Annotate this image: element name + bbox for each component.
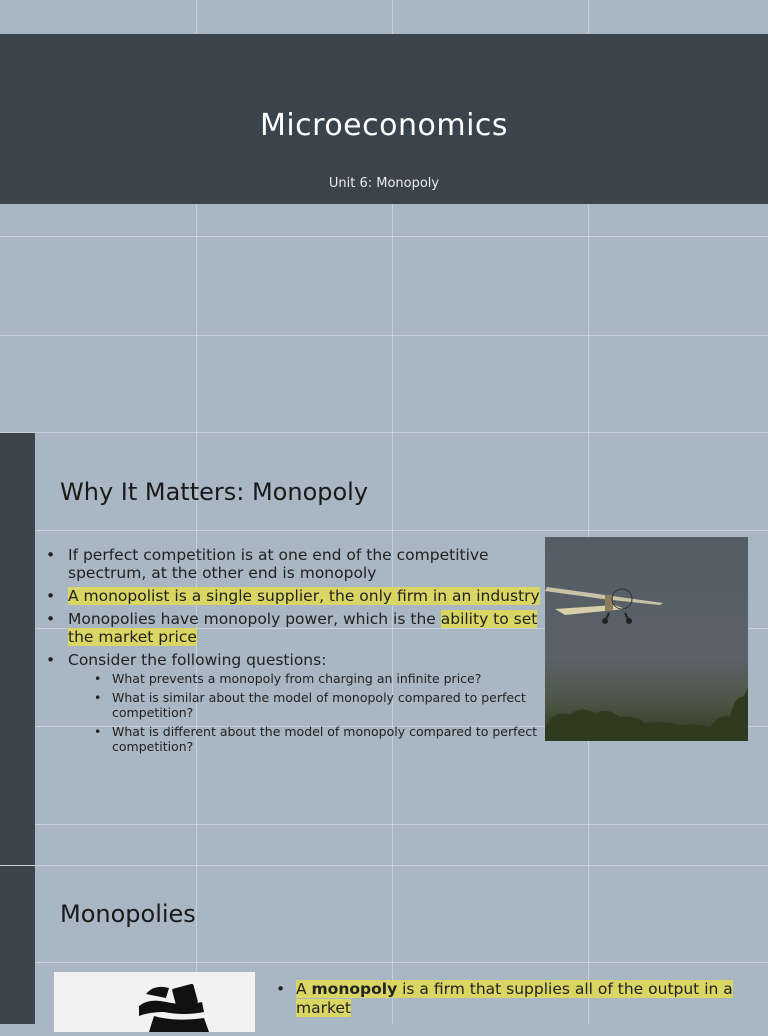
term-bold: monopoly bbox=[311, 980, 398, 998]
sub-list-item: • What is different about the model of monopoly compared to perfect competition? bbox=[90, 724, 546, 754]
highlighted-text bbox=[296, 980, 733, 1017]
list-item bbox=[276, 980, 736, 1018]
bullet-text: If perfect competition is at one end of the competitive spectrum, at the other end is monopoly bbox=[68, 546, 489, 582]
bullet-text: Monopolies have monopoly power, which is the bbox=[68, 610, 441, 628]
bullet-text: Consider the following questions: bbox=[68, 651, 327, 669]
highlighted-text: ability to set the market price bbox=[68, 610, 538, 646]
bullet-list bbox=[46, 546, 546, 759]
definition-list bbox=[276, 980, 736, 1023]
sub-list-item: • What prevents a monopoly from charging an infinite price? bbox=[90, 671, 546, 686]
list-item bbox=[46, 587, 546, 605]
slide-subtitle: Unit 6: Monopoly bbox=[328, 176, 440, 191]
title-banner bbox=[0, 34, 768, 204]
slide-sidebar bbox=[0, 433, 35, 865]
airplane-photo bbox=[545, 537, 748, 741]
title-slide bbox=[0, 0, 768, 432]
airplane-icon bbox=[545, 537, 748, 741]
bullet-text: is a firm that supplies all of the output in a market bbox=[296, 980, 733, 1017]
highlighted-text: A monopolist is a single supplier, the only firm in an industry bbox=[68, 587, 540, 605]
slide-sidebar bbox=[0, 866, 35, 1024]
slide-title: Microeconomics bbox=[259, 108, 509, 143]
bullet-text: A bbox=[296, 980, 312, 998]
list-item bbox=[46, 546, 546, 582]
slide-heading: Monopolies bbox=[60, 900, 196, 928]
monopoly-man-icon bbox=[54, 972, 255, 1032]
monopoly-image bbox=[54, 972, 255, 1032]
slide-heading: Why It Matters: Monopoly bbox=[60, 478, 369, 506]
sub-list-item: • What is similar about the model of monopoly compared to perfect competition? bbox=[90, 690, 546, 720]
sub-bullet-list bbox=[68, 671, 546, 754]
list-item bbox=[46, 610, 546, 646]
list-item bbox=[46, 651, 546, 754]
